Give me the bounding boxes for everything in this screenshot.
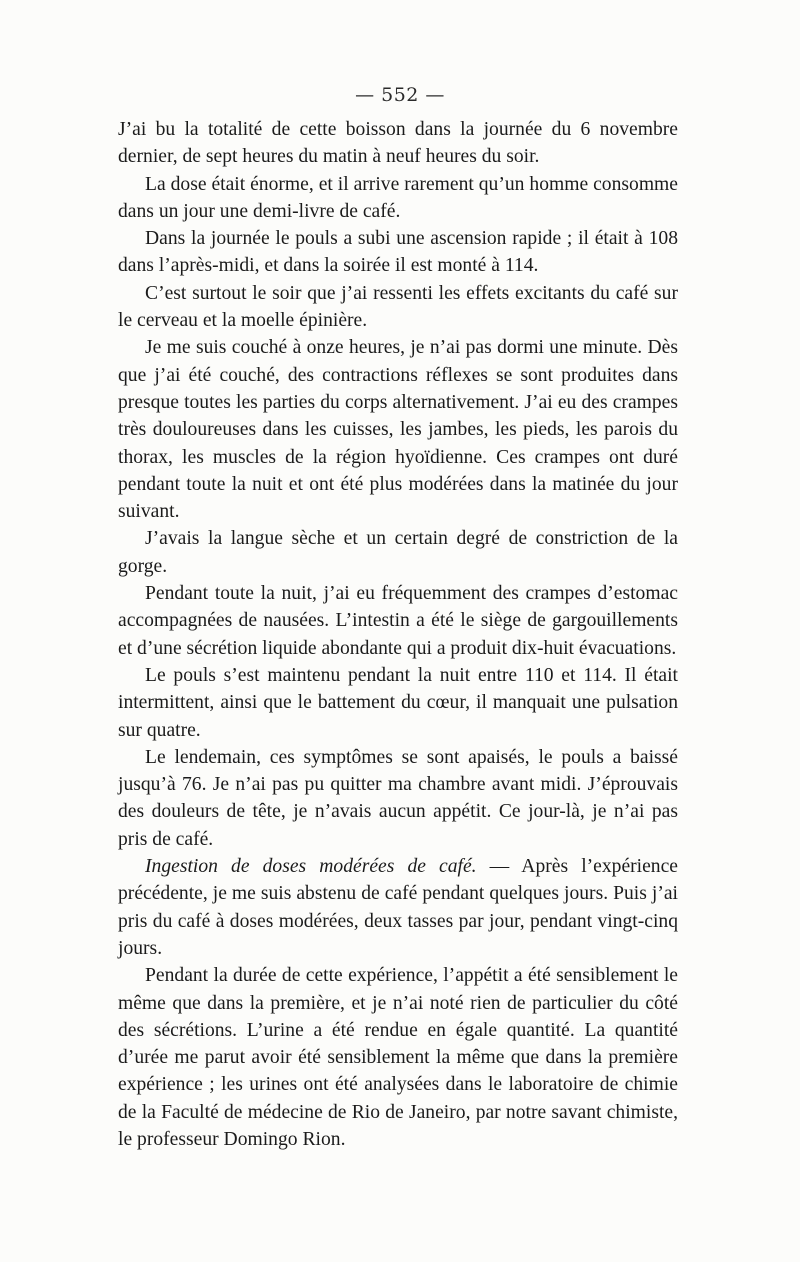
paragraph: C’est surtout le soir que j’ai ressenti les effets excitants du café sur le cerveau et la moelle épinière.	[118, 282, 678, 332]
paragraph: Dans la journée le pouls a subi une ascension rapide ; il était à 108 dans l’après-midi, et dans la soirée il est monté à 114.	[118, 228, 678, 277]
paragraph: La dose était énorme, et il arrive rarement qu’un homme consomme dans un jour une demi-livre de café.	[118, 173, 678, 222]
paragraph: Pendant toute la nuit, j’ai eu fréquemment des crampes d’estomac accompagnées de nausées. L’intestin a été le siège de gargouillements et d’une sécrétion liquide abondante qui a produit dix-huit évacuations.	[118, 583, 678, 659]
paragraph: Pendant la durée de cette expérience, l’appétit a été sensiblement le même que dans la première, et je n’ai noté rien de particulier du côté des sécrétions. L’urine a été rendue en égale quantité. La quantité d’urée me parut avoir été sensiblement la même que dans la première expérience ; les urines ont été analysées dans le laboratoire de chimie de la Faculté de médecine de Rio de Janeiro, par notre savant chimiste, le professeur Domingo Rion.	[118, 965, 678, 1150]
paragraph: J’ai bu la totalité de cette boisson dans la journée du 6 novembre dernier, de sept heures du matin à neuf heures du soir.	[118, 119, 678, 168]
paragraph: Le lendemain, ces symptômes se sont apaisés, le pouls a baissé jusqu’à 76. Je n’ai pas pu quitter ma chambre avant midi. J’éprouvais des douleurs de tête, je n’avais aucun appétit. Ce jour-là, je n’ai pas pris de café.	[118, 746, 678, 850]
paragraph: Je me suis couché à onze heures, je n’ai pas dormi une minute. Dès que j’ai été couché, des contractions réflexes se sont produites dans presque toutes les parties du corps alternativement. J’ai eu des crampes très douloureuses dans les cuisses, les jambes, les pieds, les parois du thorax, les muscles de la région hyoïdienne. Ces crampes ont duré pendant toute la nuit et ont été plus modérées dans la matinée du jour suivant.	[118, 337, 678, 523]
section-paragraph	[118, 853, 678, 962]
page-number: — 552 —	[355, 84, 445, 106]
body-text	[118, 116, 678, 1153]
section-heading: Ingestion de doses modérées de café.	[145, 856, 477, 878]
paragraph: Le pouls s’est maintenu pendant la nuit entre 110 et 114. Il était intermittent, ainsi que le battement du cœur, il manquait une pulsation sur quatre.	[118, 664, 678, 741]
section-text: — Après l’expérience précédente, je me suis abstenu de café pendant quelques jours. Puis j’ai pris du café à doses modérées, deux tasses par jour, pendant vingt-cinq jours.	[118, 856, 678, 959]
paragraph: J’avais la langue sèche et un certain degré de constriction de la gorge.	[118, 528, 678, 577]
